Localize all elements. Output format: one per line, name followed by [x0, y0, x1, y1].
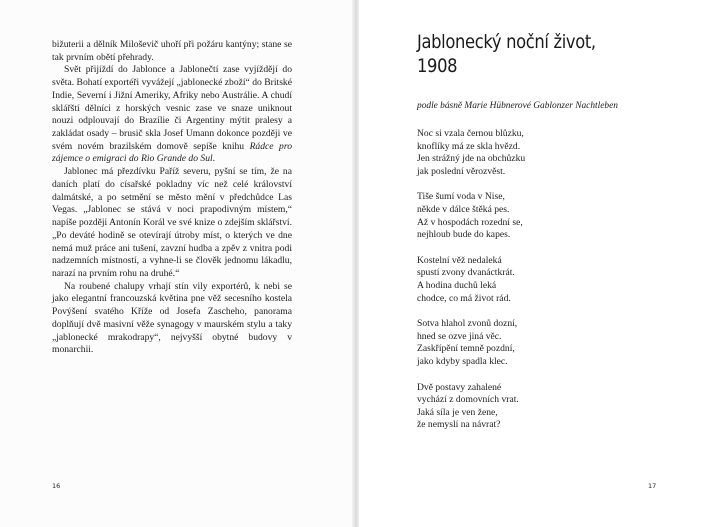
verse-line: chodce, co má život rád. [417, 292, 511, 304]
paragraph [52, 64, 292, 166]
left-page-body [52, 39, 292, 357]
verse-line: Tiše šumí voda v Nise, [417, 191, 505, 203]
stanza [417, 382, 667, 432]
verse-line: Až v hospodách rozední se, [417, 216, 523, 228]
title-line: Jablonecký noční život, [417, 31, 596, 53]
paragraph-text: Svět přijíždí do Jablonce a Jablonečtí zase vyjíždějí do světa. Bohatí exportéři vyvážejí „jablonecké zboží“ do Britské Indie, Severní i Jižní Ameriky, Afriky nebo Austrálie. A chudí sklářští dělníci z horských vesnic zase ve snaze uniknout nouzi odplouvají do Brazílie či Argentiny mýtit pralesy a zakládat osady – brusič skla Josef Umann dokonce později ve svém novém brazilském domově sepíše knihu [52, 64, 292, 152]
page-number: 16 [52, 482, 61, 490]
verse-line: vychází z domovních vrat. [417, 394, 519, 406]
verse-line: hned se ozve jiná věc. [417, 330, 502, 342]
paragraph: Na roubené chalupy vrhají stín vily exportérů, k nebi se jako elegantní francouzská květina pne věž secesního kostela Povýšení svatého Kříže od Josefa Zascheho, panorama doplňují dvě masivní věže synagogy v maurském stylu a taky „jablonecké mrakodrapy“, nejvyšší obytné budovy v monarchii. [52, 280, 292, 356]
verse-line: spustí zvony dvanáctkrát. [417, 267, 515, 279]
poem-title [417, 30, 649, 78]
verse-line: že nemyslí na návrat? [417, 419, 501, 431]
verse-line: Noc si vzala černou blůzku, [417, 128, 524, 139]
stanza [417, 255, 667, 305]
poem [417, 128, 667, 445]
verse-line: A hodina duchů leká [417, 279, 497, 291]
page-number: 17 [648, 482, 657, 490]
verse-line: Kostelní věž nedaleká [417, 254, 502, 266]
stanza [417, 191, 667, 241]
stanza [417, 128, 667, 178]
verse-line: jako kdyby spadla klec. [417, 355, 508, 367]
paragraph-end: . [212, 153, 216, 165]
verse-line: Dvě postavy zahalené [417, 381, 502, 393]
verse-line: Sotva hlahol zvonů dozní, [417, 318, 518, 330]
verse-line: někde v dálce štěká pes. [417, 203, 510, 215]
left-page [0, 0, 355, 527]
paragraph: bižuterii a dělník Miloševič uhoří při požáru kantýny; stane se tak prvním obětí přehrady. [52, 39, 292, 63]
paragraph: Jablonec má přezdívku Paříž severu, pyšní se tím, že na daních platí do císařské pokladny víc než celé království dalmátské, a po setmění se město mění v předchůdce Las Vegas. „Jablonec se stává v noci prapodivným místem,“ napíše později Antonín Korál ve své knize o zdejším sklářství. „Po deváté hodině se otevírají útroby míst, o kterých ve dne nemá muž práce ani tušení, zavzní hudba a zpěv z vnitra podi nadzemních místností, a vyhne-li se člověk jednomu lákadlu, narazí na prvním rohu na druhé.“ [52, 166, 292, 279]
verse-line: jak poslední věrozvěst. [417, 165, 506, 177]
verse-line: nejhloub bude do kapes. [417, 229, 511, 241]
verse-line: Zaskřípění temně pozdní, [417, 343, 515, 355]
title-year: 1908 [417, 55, 458, 77]
verse-line: Jaká síla je ven žene, [417, 406, 498, 418]
poem-subtitle: podle básně Marie Hübnerové Gablonzer Nachtleben [417, 101, 618, 111]
verse-line: knoflíky má ze skla hvězd. [417, 140, 521, 152]
book-title: Rádce pro zájemce o emigraci do Rio Grande do Sul [52, 140, 292, 165]
verse-line: Jen strážný jde na obchůzku [417, 153, 526, 165]
stanza [417, 318, 667, 368]
